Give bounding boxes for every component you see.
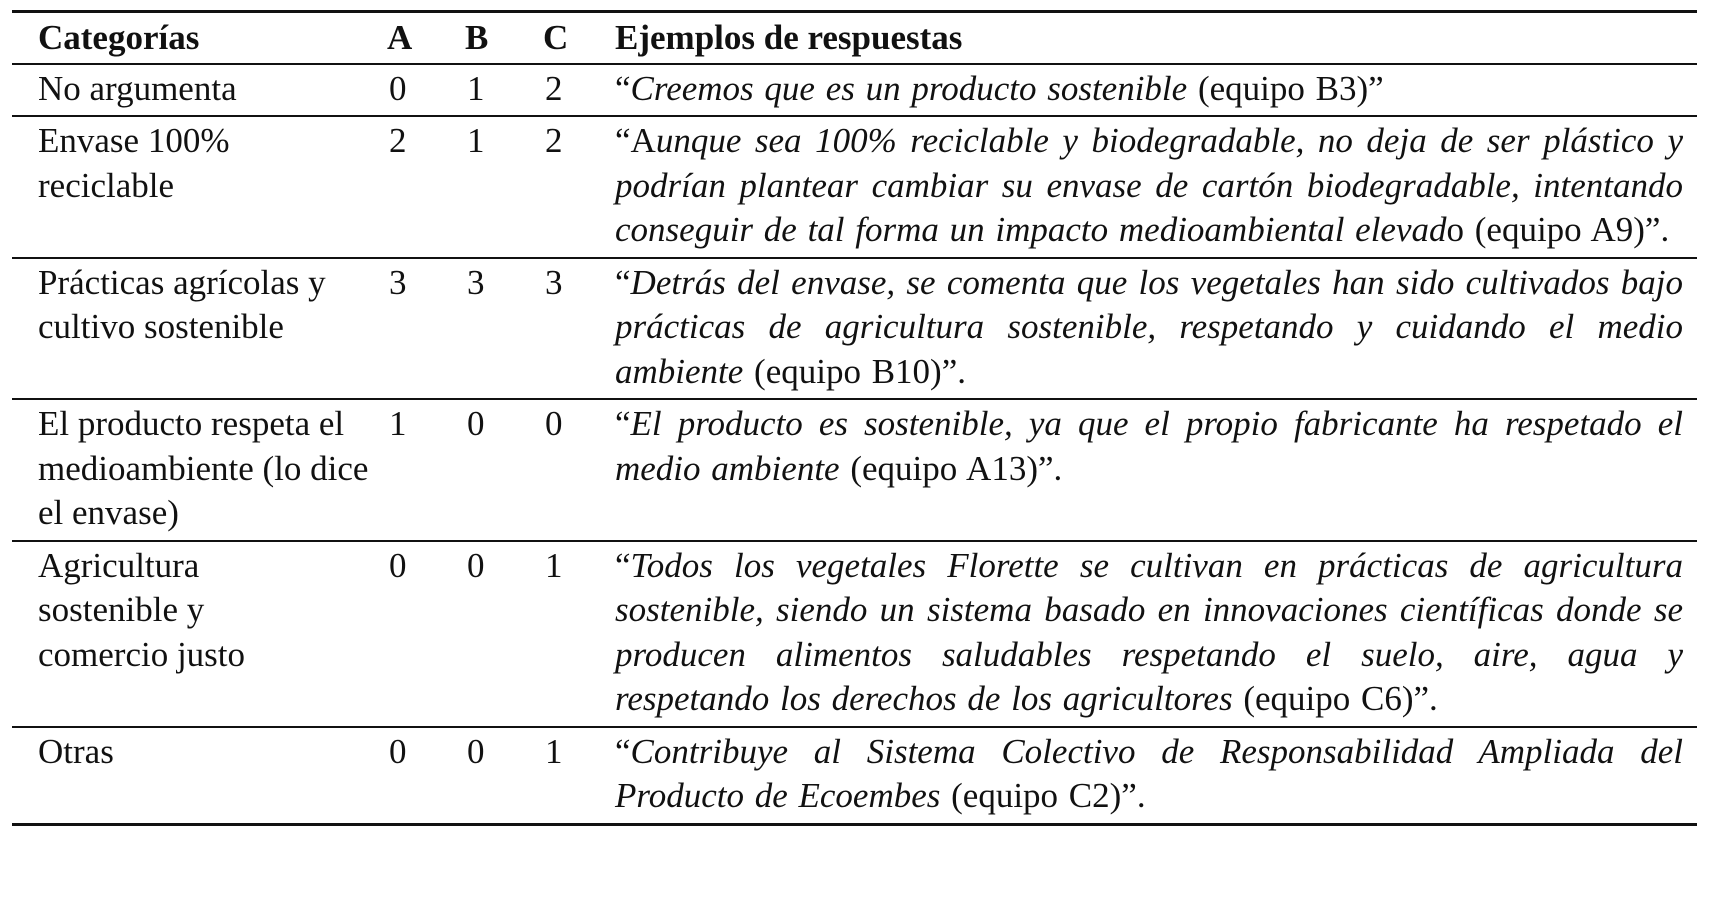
team-ref: (equipo B10)”. xyxy=(743,351,966,391)
table-row xyxy=(12,399,1697,541)
count-b: 1 xyxy=(467,121,485,160)
count-a: 0 xyxy=(389,731,407,771)
team-ref: (equipo A13)”. xyxy=(839,448,1063,488)
table-row xyxy=(12,541,1697,727)
count-b: 0 xyxy=(467,545,485,585)
count-c: 0 xyxy=(545,404,563,443)
team-ref: (equipo B3)” xyxy=(1187,68,1384,108)
count-c: 1 xyxy=(545,545,563,585)
count-a: 3 xyxy=(389,262,407,302)
open-quote: “ xyxy=(615,68,631,108)
count-a: 1 xyxy=(389,404,407,443)
header-examples: Ejemplos de respuestas xyxy=(615,18,963,57)
count-c: 3 xyxy=(545,262,563,302)
example-quote: El producto es sostenible, ya que el propio fabricante ha respetado el medio ambiente xyxy=(615,404,1683,488)
category-cell xyxy=(12,258,381,400)
category-label: El producto respeta el medioambiente (lo dice el envase) xyxy=(38,404,369,532)
category-label: Agricultura sostenible y comercio justo xyxy=(38,545,246,674)
team-ref: o (equipo A9)”. xyxy=(1446,210,1670,249)
header-a: A xyxy=(387,18,413,57)
open-quote: “A xyxy=(615,121,656,160)
count-b: 1 xyxy=(467,68,485,108)
category-label: Prácticas agrícolas y cultivo sostenible xyxy=(38,262,326,346)
example-quote: unque sea 100% reciclable y biodegradable, no deja de ser plástico y podrían plantear cambiar su envase de cartón biodegradable, intentando conseguir de tal forma un impacto medioambiental elevad xyxy=(615,121,1683,249)
count-a: 0 xyxy=(389,545,407,585)
table-body xyxy=(12,64,1697,825)
example-cell xyxy=(615,64,1697,117)
category-cell xyxy=(12,399,381,541)
header-category: Categorías xyxy=(38,18,200,57)
example-quote: Todos los vegetales Florette se cultivan en prácticas de agricultura sostenible, siendo un sistema basado en innovaciones científicas donde se producen alimentos saludables respetando el suelo, aire, agua y respetando los derechos de los agricultores xyxy=(615,545,1683,718)
open-quote: “ xyxy=(615,404,631,443)
count-a: 2 xyxy=(389,121,407,160)
team-ref: (equipo C6)”. xyxy=(1232,679,1438,718)
open-quote: “ xyxy=(615,262,631,302)
header-c: C xyxy=(543,18,569,57)
category-cell xyxy=(12,727,381,825)
category-cell xyxy=(12,64,381,117)
example-cell xyxy=(615,727,1697,825)
category-cell xyxy=(12,116,381,258)
example-cell xyxy=(615,258,1697,400)
category-label: Otras xyxy=(38,731,114,771)
table-row xyxy=(12,727,1697,825)
open-quote: “ xyxy=(615,545,631,585)
example-quote: Creemos que es un producto sostenible xyxy=(630,68,1188,108)
table-row xyxy=(12,64,1697,117)
header-row xyxy=(12,12,1697,64)
table-header xyxy=(12,12,1697,64)
example-quote: Detrás del envase, se comenta que los vegetales han sido cultivados bajo prácticas de agricultura sostenible, respetando y cuidando el medio ambiente xyxy=(615,262,1683,391)
category-label: No argumenta xyxy=(38,68,237,108)
count-a: 0 xyxy=(389,68,407,108)
example-quote: Contribuye al Sistema Colectivo de Responsabilidad Ampliada del Producto de Ecoembes xyxy=(615,731,1683,815)
example-cell xyxy=(615,399,1697,541)
count-b: 0 xyxy=(467,731,485,771)
table-row xyxy=(12,116,1697,258)
count-b: 0 xyxy=(467,404,485,443)
table-row xyxy=(12,258,1697,400)
count-b: 3 xyxy=(467,262,485,302)
count-c: 2 xyxy=(545,68,563,108)
count-c: 2 xyxy=(545,121,563,160)
open-quote: “ xyxy=(615,731,631,771)
count-c: 1 xyxy=(545,731,563,771)
category-label: Envase 100% reciclable xyxy=(38,121,230,205)
example-cell xyxy=(615,541,1697,727)
team-ref: (equipo C2)”. xyxy=(940,776,1146,815)
category-cell xyxy=(12,541,381,727)
example-cell xyxy=(615,116,1697,258)
responses-table xyxy=(12,10,1697,826)
header-b: B xyxy=(465,18,489,57)
